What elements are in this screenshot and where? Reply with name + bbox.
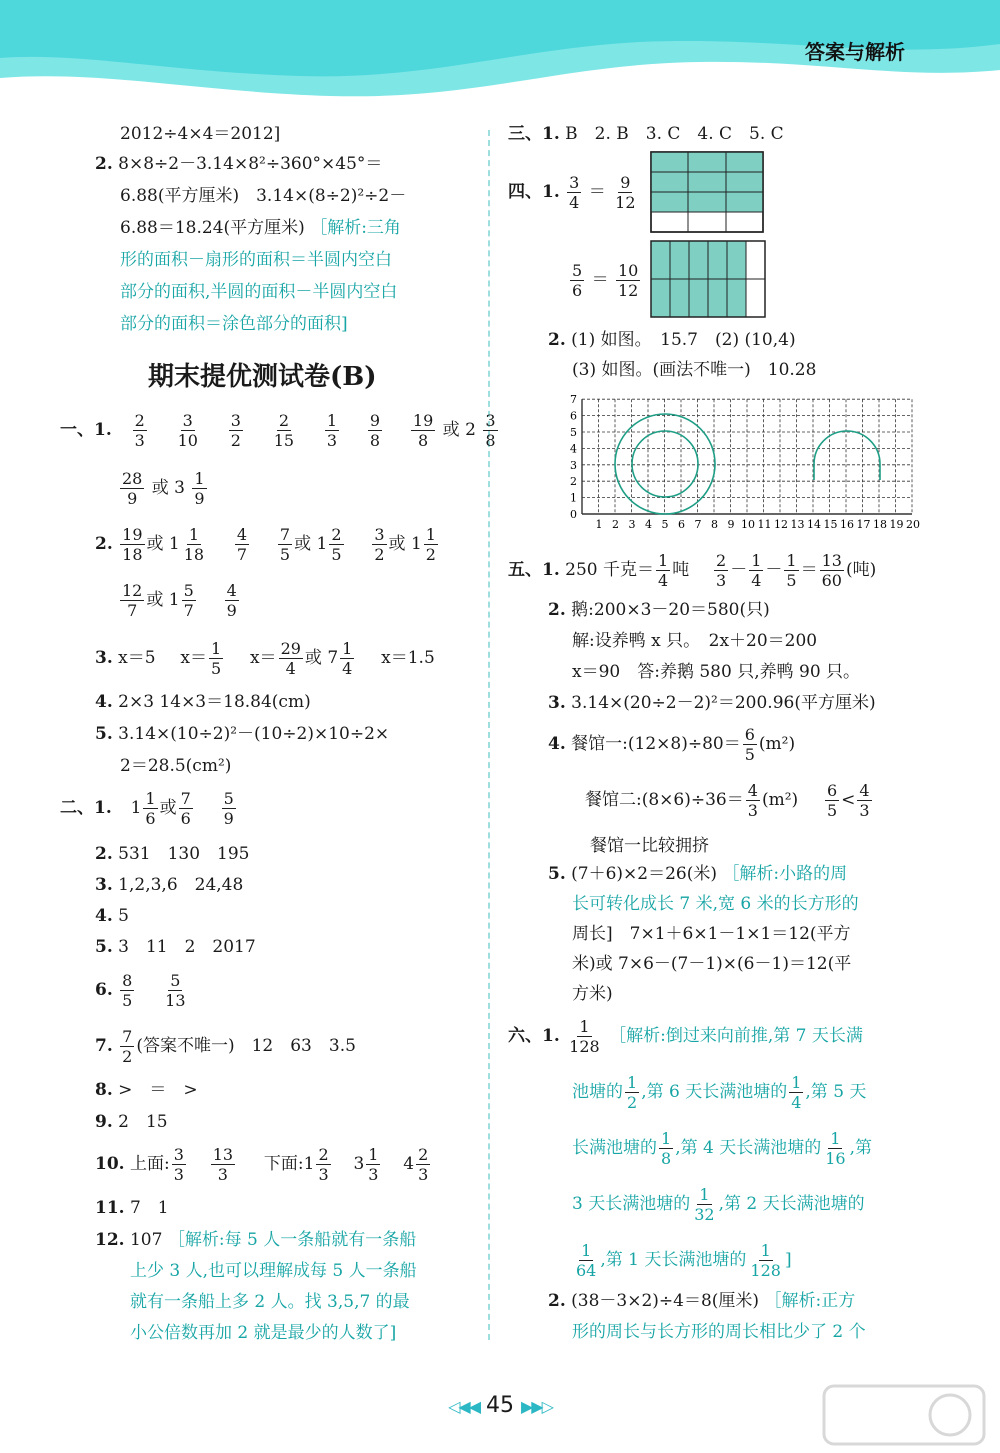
- question-5-4: 4. 餐馆一:(12×8)÷80＝ $\frac{6}{5}$ (m²): [548, 725, 796, 764]
- question-2-8: 8. > ＝ >: [95, 1080, 198, 1100]
- answer-line: 周长] 7×1＋6×1－1×1＝12(平方: [572, 924, 851, 944]
- question-2-11: 11. 7 1: [95, 1198, 169, 1218]
- question-2-12: 12. 107 ［解析:每 5 人一条船就有一条船: [95, 1230, 417, 1250]
- fraction: $\frac{1}{9}$: [194, 469, 205, 508]
- fraction: $\frac{1}{4}$: [791, 1073, 802, 1112]
- x-tick-label: 13: [790, 518, 805, 531]
- x-tick-label: 16: [840, 518, 854, 531]
- fraction: $\frac{4}{3}$: [747, 781, 758, 820]
- y-tick-label: 2: [570, 475, 577, 489]
- fraction: $\frac{2}{5}$: [331, 525, 342, 564]
- answer-line: 2012÷4×4＝2012]: [120, 124, 281, 144]
- fraction: $\frac{1}{5}$: [786, 551, 797, 590]
- fraction: $\frac{3}{2}$: [230, 411, 241, 450]
- question-2-9: 9. 2 15: [95, 1112, 168, 1132]
- answer-line: $\frac{12}{7}$ 或 1 $\frac{5}{7}$ $\frac{4}{9}$: [122, 581, 237, 620]
- fraction: $\frac{2}{3}$: [134, 411, 145, 450]
- fraction: $\frac{5}{7}$: [183, 581, 194, 620]
- analysis-line: 长满池塘的 $\frac{1}{8}$ ,第 4 天长满池塘的 $\frac{1}{16}$ ,第: [572, 1129, 872, 1168]
- fraction: $\frac{1}{6}$: [145, 789, 156, 828]
- fraction: $\frac{2}{3}$: [716, 551, 727, 590]
- answer-line: 解:设养鸭 x 只。 2x＋20＝200: [572, 631, 818, 651]
- x-tick-label: 17: [856, 518, 871, 531]
- fraction: $\frac{9}{12}$: [615, 173, 636, 212]
- question-2-6: 6. $\frac{8}{5}$ $\frac{5}{13}$: [95, 971, 186, 1010]
- question-5-3: 3. 3.14×(20÷2－2)²＝200.96(平方厘米): [548, 693, 876, 713]
- question-2: [95, 152, 382, 176]
- question-2-5: 5. 3 11 2 2017: [95, 937, 256, 957]
- fraction: $\frac{7}{5}$: [279, 525, 291, 564]
- fraction: $\frac{29}{4}$: [280, 639, 301, 678]
- fraction: $\frac{1}{5}$: [210, 639, 222, 678]
- question-6-2: 2. (38－3×2)÷4＝8(厘米) ［解析:正方: [548, 1291, 856, 1311]
- analysis-line: 池塘的 $\frac{1}{2}$ ,第 6 天长满池塘的 $\frac{1}{4}$ ,第 5 天: [572, 1073, 867, 1112]
- x-tick-label: 18: [873, 518, 887, 531]
- fraction: $\frac{1}{3}$: [368, 1145, 379, 1184]
- fraction: $\frac{1}{3}$: [326, 411, 338, 450]
- x-tick-label: 19: [889, 518, 904, 531]
- fraction: $\frac{3}{4}$: [569, 173, 580, 212]
- fraction: $\frac{1}{4}$: [658, 551, 669, 590]
- fraction: $\frac{8}{5}$: [122, 971, 133, 1010]
- x-tick-label: 1: [595, 518, 603, 531]
- fraction: $\frac{19}{18}$: [122, 525, 143, 564]
- fraction: $\frac{3}{2}$: [374, 525, 385, 564]
- or-text: 或: [442, 420, 460, 440]
- fraction: $\frac{5}{6}$: [572, 261, 583, 300]
- analysis-line: 部分的面积＝涂色部分的面积]: [120, 314, 348, 334]
- y-tick-label: 7: [570, 393, 577, 407]
- x-tick-label: 11: [757, 518, 772, 531]
- question-2-7: 7. $\frac{7}{2}$ (答案不唯一) 12 63 3.5: [95, 1027, 356, 1066]
- question-5-1: 五、1. 250 千克＝ $\frac{1}{4}$ 吨 $\frac{2}{3}$ － $\frac{1}{4}$ － $\frac{1}{5}$ ＝ $\frac{13}{60}$ (吨): [508, 551, 877, 590]
- analysis-line: 形的面积－扇形的面积＝半圆内空白: [120, 250, 392, 270]
- fraction: $\frac{1}{32}$: [694, 1185, 715, 1224]
- answer-line: 2＝28.5(cm²): [120, 756, 232, 776]
- question-2-4: 4. 5: [95, 906, 129, 926]
- answer-line: 餐馆二:(8×6)÷36＝ $\frac{4}{3}$ (m²) $\frac{6}{5}$ < $\frac{4}{3}$: [585, 781, 870, 820]
- fraction: $\frac{1}{8}$: [661, 1129, 672, 1168]
- section-title: 期末提优测试卷(B): [148, 362, 377, 392]
- fraction: $\frac{28}{9}$: [122, 469, 143, 508]
- page-number-text: 45: [486, 1393, 514, 1418]
- fraction: $\frac{1}{16}$: [825, 1129, 846, 1168]
- fraction: $\frac{4}{9}$: [226, 581, 237, 620]
- answer-line: 8×8÷2－3.14×8²÷360°×45°＝: [118, 154, 383, 174]
- answer-line: 米)或 7×6－(7－1)×(6－1)＝12(平: [572, 954, 852, 974]
- x-tick-label: 12: [774, 518, 788, 531]
- x-tick-label: 7: [694, 518, 702, 531]
- fraction: $\frac{1}{4}$: [342, 639, 353, 678]
- analysis-note: ［解析:三角: [310, 218, 401, 238]
- question-4-2: 2. (1) 如图。 15.7 (2) (10,4): [548, 330, 796, 350]
- question-4-1: 四、1. $\frac{3}{4}$ ＝ $\frac{9}{12}$: [508, 173, 636, 212]
- header-title: 答案与解析: [805, 40, 905, 64]
- x-tick-label: 14: [807, 518, 821, 531]
- fraction: $\frac{7}{2}$: [122, 1027, 133, 1066]
- fraction: $\frac{1}{18}$: [183, 525, 205, 564]
- question-2-1: 二、1. 1 $\frac{1}{6}$ 或 $\frac{7}{6}$ $\frac{5}{9}$: [60, 789, 234, 828]
- left-arrows-icon: ◁◀◀: [448, 1397, 479, 1416]
- y-tick-label: 5: [570, 426, 577, 439]
- fraction: $\frac{3}{10}$: [177, 411, 198, 450]
- x-tick-label: 4: [645, 518, 652, 531]
- fraction: $\frac{4}{3}$: [859, 781, 870, 820]
- y-tick-label: 0: [570, 508, 577, 521]
- fraction: $\frac{5}{13}$: [165, 971, 186, 1010]
- x-tick-label: 8: [711, 518, 718, 531]
- fraction: $\frac{7}{6}$: [180, 789, 191, 828]
- inner-circle: [632, 431, 698, 497]
- semicircle: [814, 431, 880, 464]
- header-banner: [0, 0, 1000, 110]
- question-5-5: 5. (7＋6)×2＝26(米) ［解析:小路的周: [548, 864, 848, 884]
- x-tick-label: 10: [741, 518, 755, 531]
- answer-line: (3) 如图。(画法不唯一) 10.28: [572, 360, 817, 380]
- analysis-line: 长可转化成长 7 米,宽 6 米的长方形的: [572, 894, 859, 914]
- x-tick-label: 2: [612, 518, 619, 531]
- x-tick-label: 5: [661, 518, 669, 531]
- answer-line: 方米): [572, 984, 613, 1004]
- answer-line: 餐馆一比较拥挤: [590, 836, 709, 856]
- analysis-line: 3 天长满池塘的 $\frac{1}{32}$ ,第 2 天长满池塘的: [572, 1185, 865, 1224]
- fraction: $\frac{12}{7}$: [122, 581, 143, 620]
- fraction: $\frac{3}{8}$: [485, 411, 496, 450]
- analysis-line: 小公倍数再加 2 就是最少的人数了]: [130, 1323, 397, 1343]
- fraction: $\frac{6}{5}$: [826, 781, 838, 820]
- y-tick-label: 3: [570, 458, 577, 472]
- question-2-2: 2. 531 130 195: [95, 844, 250, 864]
- whole-number: 2: [465, 420, 476, 440]
- question-5-2: 2. 鹅:200×3－20＝580(只): [548, 600, 770, 620]
- fraction: $\frac{3}{3}$: [173, 1145, 184, 1184]
- x-tick-label: 15: [823, 518, 838, 531]
- answer-line: 6.88(平方厘米) 3.14×(8÷2)²÷2－: [120, 186, 407, 206]
- equation: $\frac{5}{6}$ ＝ $\frac{10}{12}$: [572, 261, 639, 300]
- answer-line: $\frac{28}{9}$ 或 3 $\frac{1}{9}$: [122, 469, 205, 508]
- fraction: $\frac{1}{64}$: [576, 1241, 597, 1280]
- x-tick-label: 20: [906, 518, 920, 531]
- fraction: $\frac{1}{2}$: [425, 525, 436, 564]
- right-arrows-icon: ▶▶▷: [521, 1397, 552, 1416]
- y-tick-label: 1: [570, 491, 577, 505]
- x-tick-label: 9: [727, 518, 735, 531]
- fraction: $\frac{13}{3}$: [212, 1145, 234, 1184]
- fraction: $\frac{1}{4}$: [751, 551, 762, 590]
- x-tick-label: 6: [678, 518, 685, 531]
- section-3: 三、1. B 2. B 3. C 4. C 5. C: [508, 124, 784, 144]
- fraction: $\frac{6}{5}$: [744, 725, 755, 764]
- question-2-3: 3. 1,2,3,6 24,48: [95, 875, 244, 895]
- outer-circle: [615, 414, 715, 514]
- analysis-line: $\frac{1}{64}$ ,第 1 天长满池塘的 $\frac{1}{128}$ ]: [576, 1241, 792, 1280]
- fraction: $\frac{13}{60}$: [821, 551, 842, 590]
- coordinate-grid: [566, 392, 918, 530]
- fraction: $\frac{2}{3}$: [318, 1145, 329, 1184]
- grid-figure-3-4: [651, 152, 763, 232]
- question-1-2: 2. $\frac{19}{18}$ 或 1 $\frac{1}{18}$ $\frac{4}{7}$ $\frac{7}{5}$ 或 1 $\frac{2}{5}$ $\frac{3}{2}$ 或 1 $\frac{1}{2}$: [95, 525, 436, 564]
- fraction: $\frac{1}{128}$: [569, 1017, 600, 1056]
- answer-line: [120, 216, 401, 240]
- analysis-line: 上少 3 人,也可以理解成每 5 人一条船: [130, 1261, 417, 1281]
- fraction: $\frac{1}{2}$: [627, 1073, 638, 1112]
- y-tick-label: 6: [570, 409, 577, 423]
- question-1-5: 5. 3.14×(10÷2)²－(10÷2)×10÷2×: [95, 724, 390, 744]
- fraction: $\frac{9}{8}$: [369, 411, 381, 450]
- x-tick-label: 3: [628, 518, 636, 531]
- watermark-logo-icon: [820, 1380, 990, 1450]
- question-2-10: 10. 上面: $\frac{3}{3}$ $\frac{13}{3}$ 下面:1 $\frac{2}{3}$ 3 $\frac{1}{3}$ 4 $\frac{2}{3}$: [95, 1145, 429, 1184]
- fraction: $\frac{1}{128}$: [750, 1241, 781, 1280]
- question-1-3: 3. x＝5 x＝ $\frac{1}{5}$ x＝ $\frac{29}{4}$ 或 7 $\frac{1}{4}$ x＝1.5: [95, 639, 435, 678]
- fraction: $\frac{2}{3}$: [418, 1145, 429, 1184]
- fraction: $\frac{10}{12}$: [618, 261, 639, 300]
- question-number: 2.: [95, 154, 113, 174]
- fraction: $\frac{2}{15}$: [273, 411, 295, 450]
- fraction: $\frac{19}{8}$: [412, 411, 434, 450]
- fraction: $\frac{4}{7}$: [236, 525, 248, 564]
- question-1-4: 4. 2×3 14×3＝18.84(cm): [95, 692, 311, 712]
- answer-line: x＝90 答:养鹅 580 只,养鸭 90 只。: [572, 662, 861, 682]
- question-6-1: 六、1. $\frac{1}{128}$ ［解析:倒过来向前推,第 7 天长满: [508, 1017, 863, 1056]
- analysis-line: 形的周长与长方形的周长相比少了 2 个: [572, 1322, 866, 1342]
- analysis-line: 就有一条船上多 2 人。找 3,5,7 的最: [130, 1292, 410, 1312]
- question-1-1: [60, 408, 500, 452]
- analysis-line: 部分的面积,半圆的面积－半圆内空白: [120, 282, 398, 302]
- fraction: $\frac{5}{9}$: [223, 789, 234, 828]
- answer-text: 6.88＝18.24(平方厘米): [120, 218, 305, 238]
- grid-figure-5-6: [651, 241, 765, 317]
- section-label: 一、1.: [60, 420, 112, 440]
- y-tick-label: 4: [570, 442, 577, 456]
- column-divider: [488, 130, 490, 1340]
